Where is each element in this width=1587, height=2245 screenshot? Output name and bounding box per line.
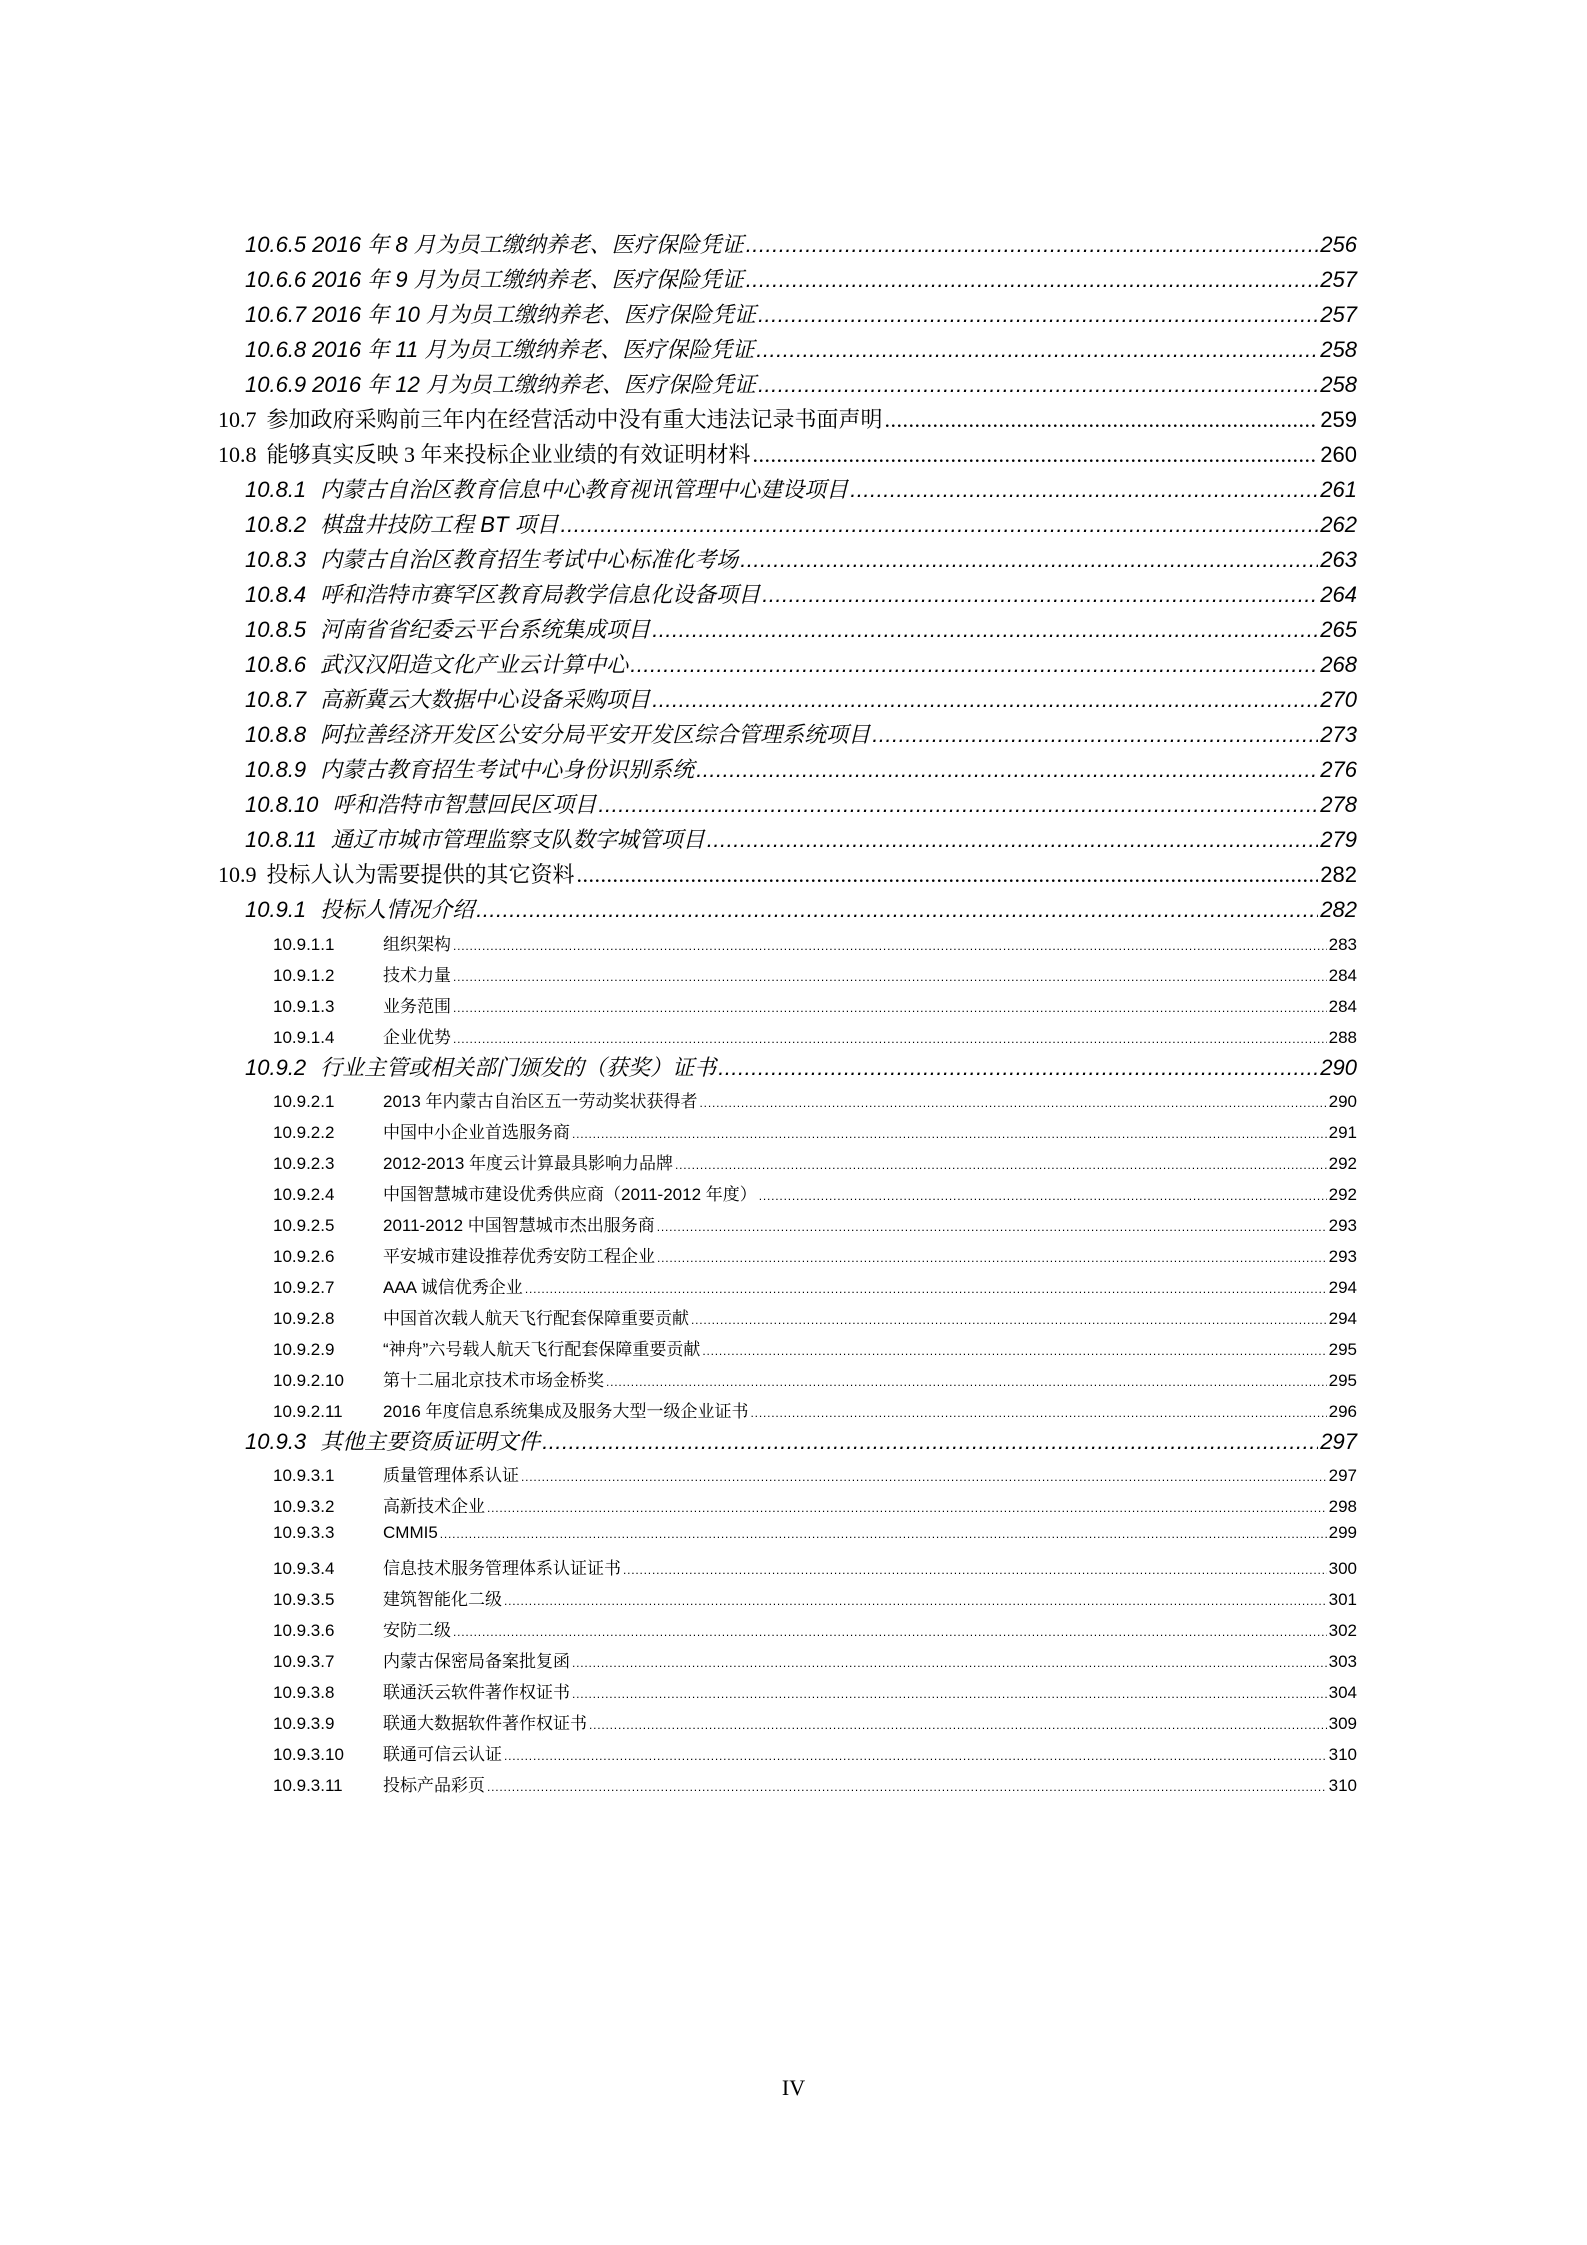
toc-entry-title: 能够真实反映 3 年来投标企业业绩的有效证明材料 (266, 442, 751, 467)
toc-entry[interactable] (273, 1273, 1357, 1304)
toc-entry-title: 第十二届北京技术市场金桥奖 (383, 1371, 604, 1390)
toc-entry-number: 10.6.7 (245, 302, 307, 327)
dot-leader (542, 1429, 1318, 1455)
toc-entry-title: 中国首次载人航天飞行配套保障重要贡献 (383, 1309, 689, 1328)
toc-entry[interactable] (273, 961, 1357, 992)
toc-entry-number: 10.9.2 (245, 1055, 307, 1080)
toc-entry-page: 288 (1328, 1028, 1357, 1047)
toc-entry-number: 10.9.3.6 (273, 1621, 335, 1640)
toc-entry-title: 高新冀云大数据中心设备采购项目 (320, 687, 651, 712)
toc-entry-number: 10.6.9 (245, 372, 307, 397)
toc-entry-page: 260 (1320, 442, 1357, 467)
toc-entry-page: 291 (1328, 1123, 1357, 1142)
dot-leader (476, 897, 1318, 923)
dot-leader (606, 1375, 1327, 1389)
toc-entry-page: 284 (1328, 966, 1357, 985)
toc-entry[interactable] (273, 1366, 1357, 1397)
toc-entry-number: 10.9.3.5 (273, 1590, 335, 1609)
toc-entry[interactable] (273, 1180, 1357, 1211)
toc-entry[interactable] (273, 1771, 1357, 1802)
toc-entry-title: 内蒙古保密局备案批复函 (383, 1652, 570, 1671)
toc-entry-title: 河南省省纪委云平台系统集成项目 (320, 617, 651, 642)
toc-entry-page: 258 (1320, 337, 1357, 362)
toc-entry-page: 300 (1328, 1559, 1357, 1578)
toc-entry-title: 高新技术企业 (383, 1497, 485, 1516)
toc-entry-number: 10.9.2.2 (273, 1123, 335, 1142)
toc-entry-page: 284 (1328, 997, 1357, 1016)
toc-entry-page: 290 (1320, 1055, 1357, 1080)
toc-entry-page: 257 (1320, 267, 1357, 292)
toc-entry-title: 企业优势 (383, 1028, 451, 1047)
toc-entry[interactable] (273, 1211, 1357, 1242)
toc-entry-page: 301 (1328, 1590, 1357, 1609)
toc-entry[interactable] (245, 718, 1357, 753)
toc-entry[interactable] (273, 1585, 1357, 1616)
toc-entry[interactable] (273, 1397, 1357, 1428)
toc-entry-number: 10.9.2.5 (273, 1216, 335, 1235)
dot-leader (652, 687, 1318, 713)
toc-entry-page: 268 (1320, 652, 1357, 677)
dot-leader (872, 722, 1318, 748)
toc-entry-page: 295 (1328, 1340, 1357, 1359)
dot-leader (758, 302, 1318, 328)
toc-entry-page: 261 (1320, 477, 1357, 502)
toc-entry-page: 258 (1320, 372, 1357, 397)
dot-leader (487, 1501, 1327, 1515)
toc-entry[interactable] (273, 1523, 1357, 1554)
toc-entry-title: 中国中小企业首选服务商 (383, 1123, 570, 1142)
toc-entry-title: 呼和浩特市赛罕区教育局教学信息化设备项目 (320, 582, 761, 607)
toc-entry-number: 10.9.3.2 (273, 1497, 335, 1516)
dot-leader (759, 1189, 1327, 1203)
dot-leader (623, 1563, 1327, 1577)
dot-leader (700, 1096, 1327, 1110)
toc-entry-page: 295 (1328, 1371, 1357, 1390)
dot-leader (718, 1055, 1318, 1081)
toc-entry-number: 10.9.2.6 (273, 1247, 335, 1266)
toc-entry-number: 10.9.2.8 (273, 1309, 335, 1328)
toc-entry[interactable] (273, 1304, 1357, 1335)
toc-entry-title: 呼和浩特市智慧回民区项目 (332, 792, 597, 817)
toc-entry-title: 组织架构 (383, 935, 451, 954)
toc-entry-number: 10.9.2.1 (273, 1092, 335, 1111)
dot-leader (561, 512, 1319, 538)
toc-entry[interactable] (218, 403, 1357, 438)
dot-leader (707, 827, 1318, 853)
toc-entry-title: 联通大数据软件著作权证书 (383, 1714, 587, 1733)
toc-entry[interactable] (245, 228, 1357, 263)
toc-entry-title: 2013 年内蒙古自治区五一劳动奖状获得者 (383, 1092, 698, 1111)
dot-leader (630, 652, 1318, 678)
toc-entry-number: 10.9.3.11 (273, 1776, 343, 1795)
toc-entry-title: “神舟”六号载人航天飞行配套保障重要贡献 (383, 1340, 701, 1359)
toc-entry[interactable] (273, 1709, 1357, 1740)
toc-entry-title: 投标人认为需要提供的其它资料 (266, 862, 575, 887)
toc-entry-number: 10.8.7 (245, 687, 307, 712)
toc-entry[interactable] (273, 1647, 1357, 1678)
toc-entry[interactable] (273, 1554, 1357, 1585)
toc-entry-number: 10.9.2.7 (273, 1278, 335, 1297)
toc-entry-title: 内蒙古教育招生考试中心身份识别系统 (320, 757, 695, 782)
toc-entry-page: 279 (1320, 827, 1357, 852)
toc-entry-number: 10.7 (218, 407, 257, 432)
toc-entry-page: 297 (1328, 1466, 1357, 1485)
toc-entry-title: 平安城市建设推荐优秀安防工程企业 (383, 1247, 655, 1266)
toc-entry-number: 10.8.6 (245, 652, 307, 677)
toc-entry-number: 10.9.1.2 (273, 966, 335, 985)
toc-entry-title: 信息技术服务管理体系认证证书 (383, 1559, 621, 1578)
toc-entry-page: 262 (1320, 512, 1357, 537)
dot-leader (525, 1282, 1327, 1296)
toc-entry-title: 2016 年度信息系统集成及服务大型一级企业证书 (383, 1402, 749, 1421)
toc-entry-page: 263 (1320, 547, 1357, 572)
toc-entry[interactable] (273, 1242, 1357, 1273)
toc-entry[interactable] (245, 578, 1357, 613)
toc-entry-page: 292 (1328, 1154, 1357, 1173)
dot-leader (746, 232, 1319, 258)
toc-entry-number: 10.8.10 (245, 792, 319, 817)
toc-entry[interactable] (245, 683, 1357, 718)
toc-entry-title: 内蒙古自治区教育信息中心教育视讯管理中心建设项目 (320, 477, 849, 502)
toc-entry-number: 10.8.9 (245, 757, 307, 782)
toc-entry[interactable] (245, 263, 1357, 298)
toc-entry-number: 10.6.6 (245, 267, 307, 292)
toc-entry[interactable] (245, 893, 1357, 928)
toc-entry-page: 304 (1328, 1683, 1357, 1702)
toc-entry-page: 293 (1328, 1216, 1357, 1235)
toc-entry-number: 10.8.4 (245, 582, 307, 607)
toc-entry-number: 10.9.3.10 (273, 1745, 344, 1764)
dot-leader (675, 1158, 1327, 1172)
toc-entry-page: 298 (1328, 1497, 1357, 1516)
dot-leader (762, 582, 1318, 608)
toc-entry-title: 行业主管或相关部门颁发的（获奖）证书 (320, 1055, 717, 1080)
dot-leader (572, 1656, 1327, 1670)
toc-entry[interactable] (245, 648, 1357, 683)
toc-entry[interactable] (245, 788, 1357, 823)
dot-leader (751, 1406, 1327, 1420)
toc-entry-number: 10.8.11 (245, 827, 317, 852)
dot-leader (572, 1687, 1327, 1701)
toc-entry-page: 256 (1320, 232, 1357, 257)
toc-entry-number: 10.8.2 (245, 512, 307, 537)
dot-leader (504, 1749, 1327, 1763)
toc-entry-number: 10.9.2.4 (273, 1185, 335, 1204)
toc-entry-number: 10.9.3.7 (273, 1652, 335, 1671)
toc-entry-page: 283 (1328, 935, 1357, 954)
toc-entry[interactable] (273, 1492, 1357, 1523)
toc-entry-number: 10.9.2.9 (273, 1340, 335, 1359)
toc-entry[interactable] (218, 858, 1357, 893)
toc-entry-page: 270 (1320, 687, 1357, 712)
toc-entry[interactable] (245, 753, 1357, 788)
toc-entry-page: 282 (1320, 897, 1357, 922)
toc-entry-number: 10.9.2.10 (273, 1371, 344, 1390)
toc-entry[interactable] (245, 1425, 1357, 1460)
dot-leader (740, 547, 1318, 573)
toc-entry[interactable] (245, 613, 1357, 648)
dot-leader (691, 1313, 1327, 1327)
toc-entry-number: 10.9.3.9 (273, 1714, 335, 1733)
toc-entry-title: 武汉汉阳造文化产业云计算中心 (320, 652, 629, 677)
toc-entry-page: 259 (1320, 407, 1357, 432)
dot-leader (453, 939, 1327, 953)
toc-entry-number: 10.9.3.8 (273, 1683, 335, 1702)
toc-entry-page: 310 (1328, 1776, 1357, 1795)
toc-entry-title: 通辽市城市管理监察支队数字城管项目 (330, 827, 705, 852)
toc-entry[interactable] (273, 1335, 1357, 1366)
dot-leader (453, 1001, 1327, 1015)
toc-entry-title: 投标产品彩页 (383, 1776, 485, 1795)
toc-entry-title: 内蒙古自治区教育招生考试中心标准化考场 (320, 547, 739, 572)
toc-entry[interactable] (245, 298, 1357, 333)
toc-entry-number: 10.9.1.3 (273, 997, 335, 1016)
toc-entry-page: 292 (1328, 1185, 1357, 1204)
toc-entry-page: 276 (1320, 757, 1357, 782)
toc-entry-title: 2016 年 8 月为员工缴纳养老、医疗保险凭证 (312, 232, 744, 257)
toc-entry[interactable] (245, 333, 1357, 368)
dot-leader (885, 407, 1319, 433)
toc-entry[interactable] (273, 1149, 1357, 1180)
toc-entry[interactable] (218, 438, 1357, 473)
dot-leader (850, 477, 1318, 503)
dot-leader (657, 1220, 1327, 1234)
dot-leader (453, 1032, 1327, 1046)
toc-entry-page: 293 (1328, 1247, 1357, 1266)
toc-entry-number: 10.9.3.3 (273, 1523, 335, 1542)
dot-leader (746, 267, 1319, 293)
toc-entry-number: 10.6.8 (245, 337, 307, 362)
toc-entry-page: 278 (1320, 792, 1357, 817)
toc-entry-page: 296 (1328, 1402, 1357, 1421)
dot-leader (753, 442, 1319, 468)
toc-entry[interactable] (273, 1740, 1357, 1771)
toc-entry-title: 2012-2013 年度云计算最具影响力品牌 (383, 1154, 674, 1173)
dot-leader (440, 1527, 1327, 1541)
toc-entry-title: 2016 年 9 月为员工缴纳养老、医疗保险凭证 (312, 267, 744, 292)
toc-entry-page: 294 (1328, 1278, 1357, 1297)
toc-entry[interactable] (273, 1087, 1357, 1118)
toc-entry-title: 中国智慧城市建设优秀供应商（2011-2012 年度） (383, 1185, 757, 1204)
toc-entry[interactable] (273, 930, 1357, 961)
toc-entry-number: 10.9.1.4 (273, 1028, 335, 1047)
dot-leader (589, 1718, 1327, 1732)
toc-entry-title: 参加政府采购前三年内在经营活动中没有重大违法记录书面声明 (266, 407, 883, 432)
toc-entry-number: 10.9.3.1 (273, 1466, 335, 1485)
dot-leader (453, 1625, 1327, 1639)
toc-entry-page: 294 (1328, 1309, 1357, 1328)
toc-entry-title: 阿拉善经济开发区公安分局平安开发区综合管理系统项目 (320, 722, 871, 747)
toc-entry[interactable] (273, 1023, 1357, 1054)
toc-entry-page: 310 (1328, 1745, 1357, 1764)
toc-entry-page: 309 (1328, 1714, 1357, 1733)
dot-leader (657, 1251, 1327, 1265)
toc-entry[interactable] (245, 473, 1357, 508)
dot-leader (504, 1594, 1327, 1608)
toc-entry-number: 10.6.5 (245, 232, 307, 257)
dot-leader (598, 792, 1318, 818)
toc-entry-number: 10.9.3.4 (273, 1559, 335, 1578)
toc-entry[interactable] (273, 992, 1357, 1023)
toc-entry-title: 质量管理体系认证 (383, 1466, 519, 1485)
toc-entry-page: 290 (1328, 1092, 1357, 1111)
dot-leader (696, 757, 1318, 783)
toc-entry-title: 2011-2012 中国智慧城市杰出服务商 (383, 1216, 655, 1235)
dot-leader (652, 617, 1318, 643)
toc-entry-page: 257 (1320, 302, 1357, 327)
page-number: IV (781, 2075, 806, 2100)
toc-entry-title: 投标人情况介绍 (320, 897, 475, 922)
toc-entry-title: 安防二级 (383, 1621, 451, 1640)
toc-entry[interactable] (245, 368, 1357, 403)
toc-entry[interactable] (245, 823, 1357, 858)
toc-entry-number: 10.8 (218, 442, 257, 467)
dot-leader (572, 1127, 1327, 1141)
toc-entry-number: 10.8.5 (245, 617, 307, 642)
toc-entry[interactable] (273, 1461, 1357, 1492)
toc-entry[interactable] (273, 1678, 1357, 1709)
toc-entry-page: 303 (1328, 1652, 1357, 1671)
toc-entry[interactable] (245, 543, 1357, 578)
toc-entry-number: 10.9.1 (245, 897, 307, 922)
toc-entry-title: CMMI5 (383, 1523, 438, 1542)
dot-leader (756, 337, 1318, 363)
toc-entry[interactable] (245, 1051, 1357, 1086)
toc-entry-title: 技术力量 (383, 966, 451, 985)
dot-leader (521, 1470, 1327, 1484)
toc-entry-page: 299 (1328, 1523, 1357, 1542)
toc-entry-page: 264 (1320, 582, 1357, 607)
toc-entry-title: 2016 年 10 月为员工缴纳养老、医疗保险凭证 (312, 302, 756, 327)
toc-entry-number: 10.9.1.1 (273, 935, 335, 954)
toc-entry-title: 业务范围 (383, 997, 451, 1016)
toc-entry-page: 265 (1320, 617, 1357, 642)
dot-leader (487, 1780, 1327, 1794)
toc-entry-page: 297 (1320, 1429, 1357, 1454)
dot-leader (702, 1344, 1326, 1358)
toc-entry-title: 建筑智能化二级 (383, 1590, 502, 1609)
dot-leader (758, 372, 1318, 398)
toc-entry-title: 2016 年 11 月为员工缴纳养老、医疗保险凭证 (312, 337, 755, 362)
toc-entry[interactable] (273, 1616, 1357, 1647)
toc-entry[interactable] (245, 508, 1357, 543)
toc-entry-page: 302 (1328, 1621, 1357, 1640)
toc-entry-title: 联通可信云认证 (383, 1745, 502, 1764)
toc-entry-title: 其他主要资质证明文件 (320, 1429, 541, 1454)
toc-entry-title: 棋盘井技防工程 BT 项目 (320, 512, 559, 537)
dot-leader (453, 970, 1327, 984)
toc-entry-title: AAA 诚信优秀企业 (383, 1278, 523, 1297)
toc-entry-number: 10.8.8 (245, 722, 307, 747)
toc-entry-number: 10.9 (218, 862, 257, 887)
toc-entry-page: 273 (1320, 722, 1357, 747)
toc-entry-title: 联通沃云软件著作权证书 (383, 1683, 570, 1702)
toc-entry-page: 282 (1320, 862, 1357, 887)
toc-entry-number: 10.9.2.3 (273, 1154, 335, 1173)
toc-entry-number: 10.9.3 (245, 1429, 307, 1454)
toc-entry-title: 2016 年 12 月为员工缴纳养老、医疗保险凭证 (312, 372, 756, 397)
toc-entry-number: 10.9.2.11 (273, 1402, 343, 1421)
dot-leader (577, 862, 1319, 888)
toc-entry-number: 10.8.1 (245, 477, 307, 502)
toc-entry[interactable] (273, 1118, 1357, 1149)
toc-entry-number: 10.8.3 (245, 547, 307, 572)
